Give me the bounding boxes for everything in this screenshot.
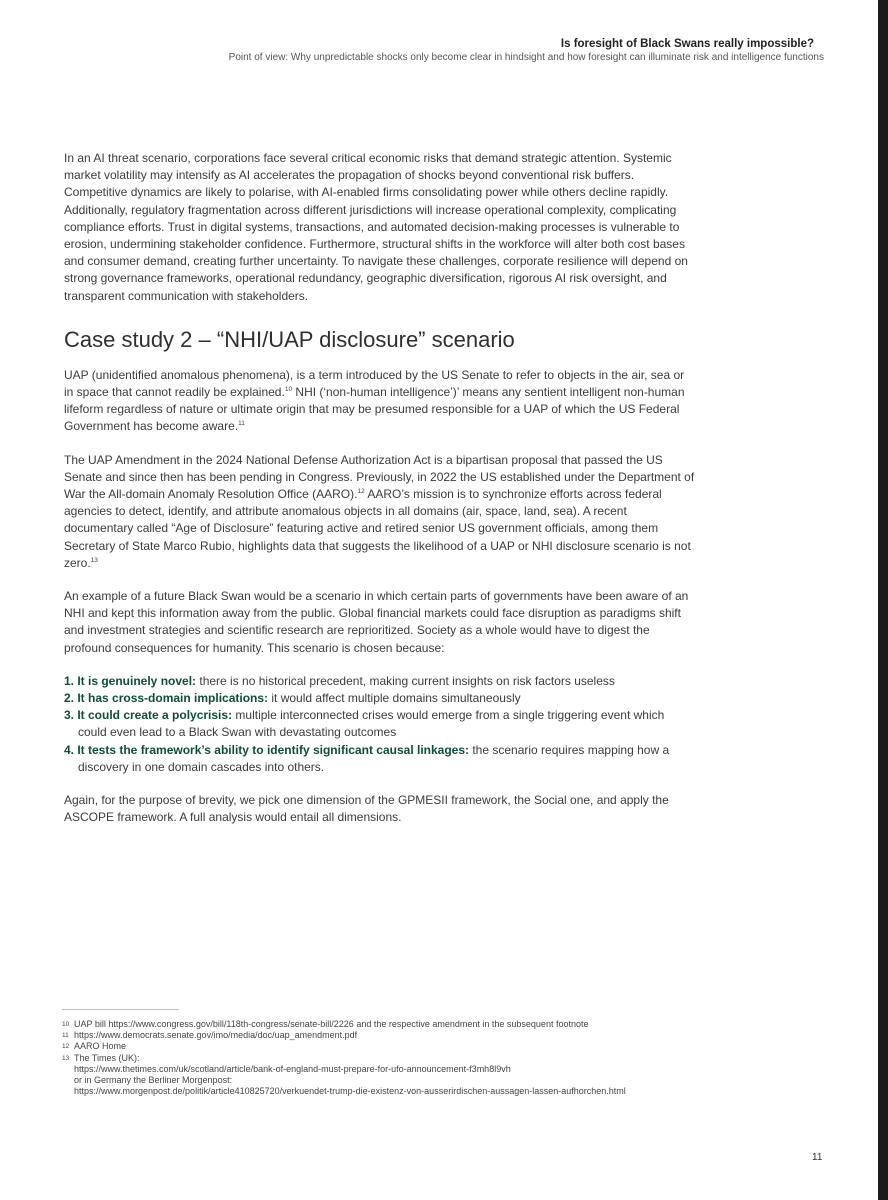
scenario-reasons-list [64, 673, 696, 776]
closing-paragraph: Again, for the purpose of brevity, we pick one dimension of the GPMESII framework, the Social one, and apply the ASCOPE framework. A full analysis would entail all dimensions. [64, 793, 669, 825]
footnote-ref-11[interactable]: 11 [238, 420, 245, 428]
list-item [64, 707, 696, 741]
main-content [64, 150, 696, 843]
nhi-definition-text: NHI (‘non-human intelligence’)’ means any sentient intelligent non-human lifeform regardless of nature or ultimate origin that may be presumed responsible for a UAP of which the US Federal Government has become aware. [64, 385, 685, 434]
footnote-text: The Times (UK): [74, 1052, 140, 1063]
uap-amendment-paragraph [64, 452, 696, 572]
reason-lead: 1. It is genuinely novel: [64, 673, 197, 688]
case-study-heading: Case study 2 – “NHI/UAP disclosure” scenario [64, 326, 515, 352]
footnote-link[interactable]: https://www.democrats.senate.gov/imo/media/doc/uap_amendment.pdf [74, 1030, 358, 1041]
reason-text: it would affect multiple domains simultaneously [268, 691, 521, 706]
footnote-ref-10[interactable]: 10 [284, 386, 293, 394]
footnote-number: 10 [62, 1021, 70, 1028]
reason-text: there is no historical precedent, making current insights on risk factors useless [196, 673, 615, 688]
footnote-text[interactable]: UAP bill https://www.congress.gov/bill/118th-congress/senate-bill/2226 and the respective amendment in the subsequent footnote [74, 1019, 589, 1029]
reason-text: multiple interconnected crises would emerge from a single triggering event which could even lead to a Black Swan with devastating outcomes [78, 708, 665, 740]
running-header-title: Is foresight of Black Swans really impossible? [560, 38, 814, 50]
footnote-13-morgenpost-link[interactable]: https://www.morgenpost.de/politik/article410825720/verkuendet-trump-die-existenz-von-ausserirdischen-aussagen-lassen-aufhorchen.html [74, 1086, 626, 1097]
footnotes [62, 1019, 822, 1097]
footnote-ref-12[interactable]: 12 [357, 488, 365, 496]
footnote-13 [62, 1053, 822, 1064]
list-item [64, 742, 696, 776]
footnote-11 [62, 1030, 822, 1041]
footnote-link[interactable]: AARO Home [74, 1041, 127, 1052]
reason-lead: 2. It has cross-domain implications: [64, 691, 269, 706]
intro-paragraph: In an AI threat scenario, corporations face several critical economic risks that demand strategic attention. Systemic market volatility may intensify as AI accelerates the propagation of shocks beyond conventional risk buffers. Competitive dynamics are likely to polarise, with AI-enabled firms consolidating power while others decline rapidly. Additionally, regulatory fragmentation across different jurisdictions will increase operational complexity, complicating compliance efforts. Trust in digital systems, transactions, and automated decision-making processes is vulnerable to erosion, undermining stakeholder confidence. Furthermore, structural shifts in the workforce will alter both cost bases and consumer demand, creating further uncertainty. To navigate these challenges, corporate resilience will depend on strong governance frameworks, operational redundancy, geographic diversification, rigorous AI risk oversight, and transparent communication with stakeholders. [64, 151, 688, 303]
uap-definition-text: UAP (unidentified anomalous phenomena), is a term introduced by the US Senate to refer to objects in the air, sea or in space that cannot readily be explained. [64, 367, 685, 400]
list-item [64, 673, 696, 690]
reason-lead: 3. It could create a polycrisis: [64, 708, 233, 723]
list-item [64, 690, 696, 707]
footnote-number: 13 [62, 1054, 70, 1062]
footnote-13-times-link[interactable]: https://www.thetimes.com/uk/scotland/article/bank-of-england-must-prepare-for-ufo-announcement-f3mh8l9vh [74, 1063, 511, 1074]
footnote-12 [62, 1041, 822, 1052]
aaro-mission-text: AARO’s mission is to synchronize efforts across federal agencies to detect, identify, and attribute anomalous objects in all domains (air, space, land, sea). A recent documentary called “Age of Disclosure” featuring active and retired senior US government officials, among them Secretary of State Marco Rubio, highlights data that suggests the likelihood of a UAP or NHI disclosure scenario is not zero. [64, 487, 691, 570]
footnote-number: 11 [62, 1032, 69, 1040]
footnote-ref-13[interactable]: 13 [90, 556, 98, 564]
footnote-13-germany-label: or in Germany the Berliner Morgenpost: [74, 1075, 233, 1086]
footnote-10 [62, 1019, 822, 1030]
reason-lead: 4. It tests the framework’s ability to identify significant causal linkages: [64, 742, 469, 757]
uap-amendment-text: The UAP Amendment in the 2024 National Defense Authorization Act is a bipartisan proposal that passed the US Senate and since then has been pending in Congress. Previously, in 2022 the US established under the Department of War the All-domain Anomaly Resolution Office (AARO). [64, 452, 695, 502]
black-swan-example-paragraph: An example of a future Black Swan would be a scenario in which certain parts of governments have been aware of an NHI and kept this information away from the public. Global financial markets could face disruption as paradigms shift and investment strategies and scientific research are reprioritized. Society as a whole would have to digest the profound consequences for humanity. This scenario is chosen because: [64, 589, 689, 655]
footnote-divider [62, 1009, 179, 1010]
uap-definition-paragraph [64, 367, 696, 436]
footnote-number: 12 [62, 1043, 70, 1051]
reason-text: the scenario requires mapping how a discovery in one domain cascades into others. [78, 742, 670, 774]
running-header-subtitle: Point of view: Why unpredictable shocks only become clear in hindsight and how foresight can illuminate risk and intelligence functions [228, 52, 824, 63]
page-number: 11 [812, 1152, 823, 1163]
